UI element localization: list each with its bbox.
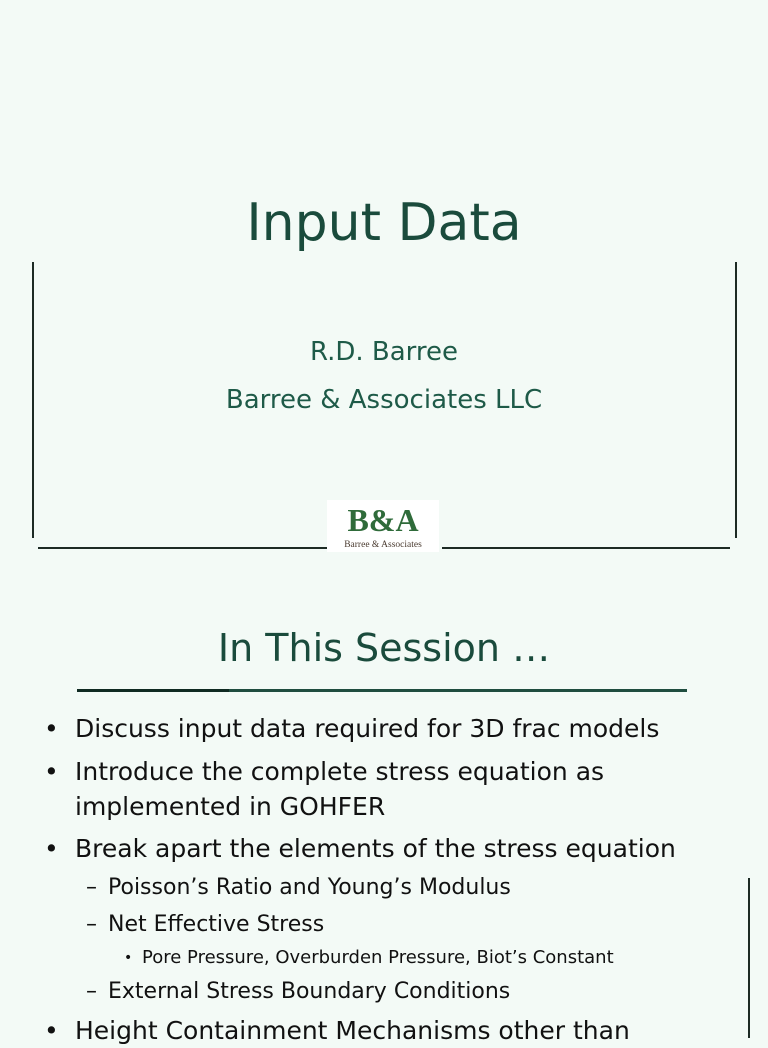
bullet-text: Discuss input data required for 3D frac models: [75, 714, 660, 743]
bullet-dot-icon: •: [44, 714, 59, 743]
dash-icon: –: [86, 979, 97, 1004]
logo-graphic: [327, 500, 439, 552]
sub-item-text: Net Effective Stress: [108, 912, 325, 937]
sub-item-text: External Stress Boundary Conditions: [108, 979, 511, 1004]
company-logo: [327, 500, 439, 552]
company-name: Barree & Associates LLC: [225, 385, 543, 415]
bullet-text: implemented in GOHFER: [75, 792, 386, 821]
bullet-dot-icon: •: [44, 1016, 59, 1045]
right-border-line: [748, 878, 750, 1038]
logo-caption: Barree & Associates: [344, 540, 422, 550]
bottom-border-line-right: [442, 547, 730, 549]
title-underline-accent: [77, 689, 229, 692]
author-name: R.D. Barree: [309, 337, 459, 367]
bullet-dot-icon: •: [44, 757, 59, 786]
bullet-text: Introduce the complete stress equation as: [75, 757, 605, 786]
session-slide: [0, 576, 768, 1045]
sub-item-text: Poisson’s Ratio and Young’s Modulus: [108, 875, 511, 900]
bullet-text: Break apart the elements of the stress equation: [75, 834, 676, 863]
slide-title: Input Data: [246, 193, 522, 253]
bottom-border-line-left: [38, 547, 328, 549]
bullet-dot-icon: •: [44, 834, 59, 863]
sub-sub-item-text: Pore Pressure, Overburden Pressure, Biot’s Constant: [142, 947, 614, 968]
dash-icon: –: [86, 875, 97, 900]
logo-monogram: B&A: [347, 502, 419, 538]
dash-icon: –: [86, 912, 97, 937]
bullet-text: Height Containment Mechanisms other than: [75, 1016, 630, 1045]
bullet-dot-icon: •: [124, 950, 133, 966]
session-title: In This Session …: [217, 626, 551, 670]
title-underline: [77, 689, 687, 692]
